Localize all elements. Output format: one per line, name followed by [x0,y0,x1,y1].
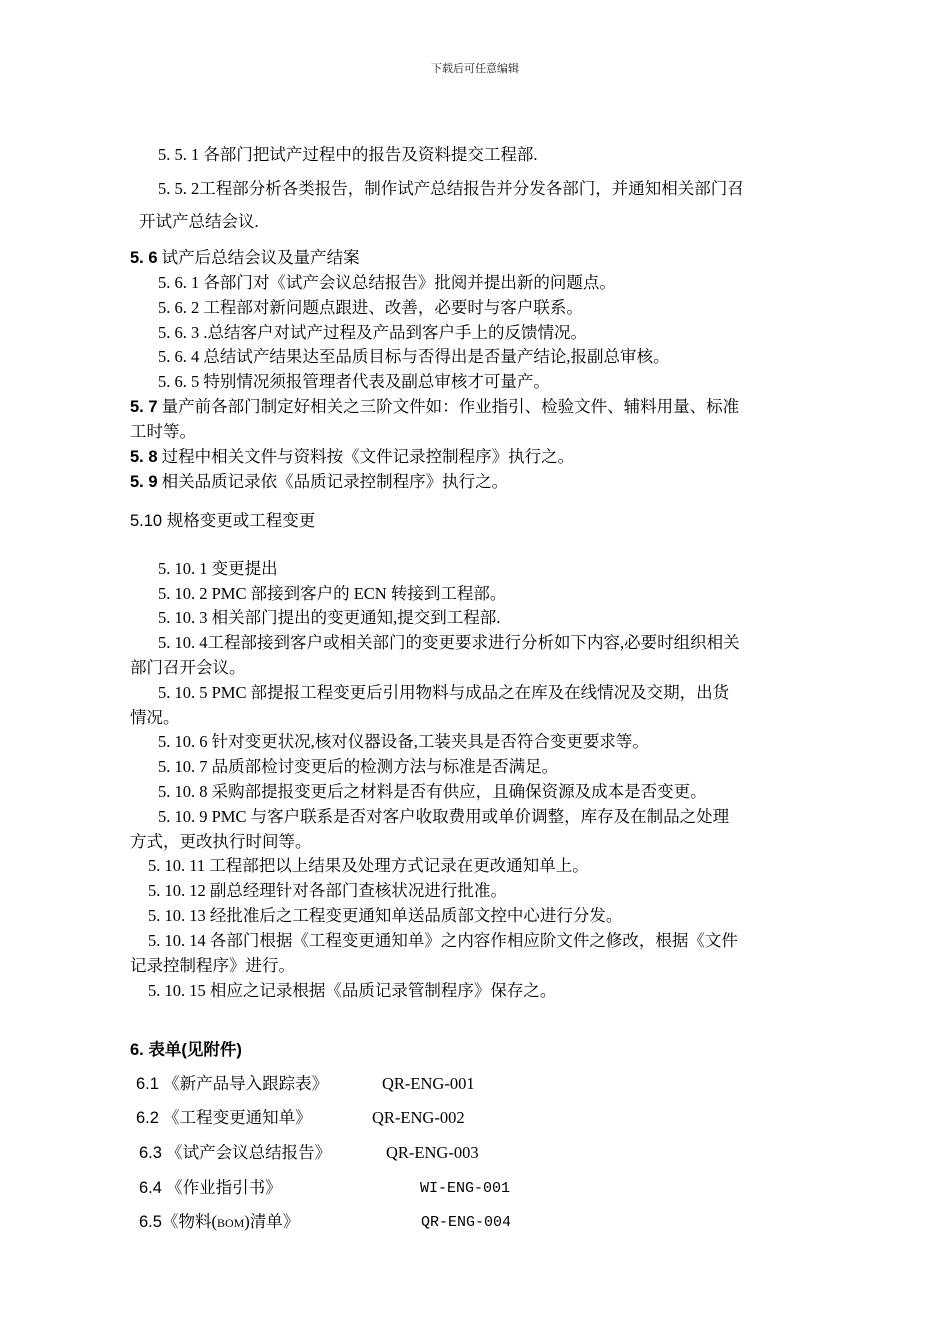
form-number: 6.1 [136,1075,159,1093]
form-name-part: BOM [216,1216,245,1230]
item-5-10-11 [148,858,589,875]
item-5-10-9 [158,809,729,826]
item-number: 5. 10. 1 [158,559,208,578]
section-title: 试产后总结会议及量产结案 [157,248,360,267]
para-number: 5. 5. 1 [158,145,200,164]
item-5-6-2 [158,300,583,317]
section-5-6-heading [130,250,360,267]
form-code: QR-ENG-001 [382,1074,475,1093]
item-number: 5. 10. 4 [158,633,208,652]
item-number: 5. 6. 1 [158,273,200,292]
item-text: 各部门根据《工程变更通知单》之内容作相应阶文件之修改，根据《文件 [205,931,738,950]
item-number: 5. 6. 4 [158,347,200,366]
item-text: PMC 与客户联系是否对客户收取费用或单价调整，库存及在制品之处理 [207,807,730,826]
section-5-8 [130,449,574,466]
item-number: 5. 6. 3 [158,323,200,342]
item-text: 变更提出 [207,559,278,578]
form-name: 《作业指引书》 [161,1178,282,1197]
item-5-10-5-cont: 情况。 [130,708,180,727]
form-row-6-3 [139,1145,331,1162]
item-number: 5. 10. 2 [158,584,208,603]
item-5-10-7 [158,759,558,776]
item-5-6-1 [158,275,616,292]
item-text: 采购部提报变更后之材料是否有供应，且确保资源及成本是否变更。 [207,782,707,801]
section-number: 5. 6 [130,249,158,267]
item-5-10-14 [148,933,738,950]
item-5-10-12 [148,883,507,900]
item-number: 5. 10. 11 [148,856,206,875]
form-number: 6.5 [139,1213,162,1231]
form-code: QR-ENG-002 [372,1108,465,1127]
item-text: 工程部对新问题点跟进、改善，必要时与客户联系。 [199,298,583,317]
item-number: 5. 6. 2 [158,298,200,317]
section-5-7-cont: 工时等。 [130,422,196,441]
form-row-6-5 [139,1214,299,1231]
form-code: WI-ENG-001 [420,1180,511,1197]
form-number: 6.3 [139,1144,162,1162]
para-5-5-2 [158,181,744,198]
item-number: 5. 10. 12 [148,881,206,900]
item-number: 5. 10. 3 [158,608,208,627]
form-number: 6.2 [136,1109,159,1127]
item-5-10-2 [158,586,506,603]
form-code: QR-ENG-004 [421,1214,512,1231]
para-number: 5. 5. 2 [158,179,200,198]
section-text: 过程中相关文件与资料按《文件记录控制程序》执行之。 [157,447,575,466]
para-text: 各部门把试产过程中的报告及资料提交工程部. [199,145,538,164]
item-5-10-14-cont: 记录控制程序》进行。 [130,956,295,975]
item-number: 5. 10. 7 [158,757,208,776]
item-text: .总结客户对试产过程及产品到客户手上的反馈情况。 [199,323,587,342]
section-5-7 [130,399,739,416]
section-number: 5. 8 [130,448,158,466]
section-text: 相关品质记录依《品质记录控制程序》执行之。 [157,472,509,491]
item-number: 5. 10. 8 [158,782,208,801]
form-name: 《新产品导入跟踪表》 [158,1074,329,1093]
page-header: 下载后可任意编辑 [431,62,519,75]
item-5-10-6 [158,734,649,751]
item-text: 相应之记录根据《品质记录管制程序》保存之。 [205,981,557,1000]
para-5-5-2-cont: 开试产总结会议. [139,212,259,231]
form-name-part: )清单》 [244,1212,300,1231]
item-text: 相关部门提出的变更通知,提交到工程部. [207,608,501,627]
item-5-10-4 [158,635,740,652]
form-row-6-4 [139,1180,282,1197]
section-number: 5. 7 [130,398,158,416]
item-text: 特别情况须报管理者代表及副总审核才可量产。 [199,372,550,391]
item-5-10-4-cont: 部门召开会议。 [130,658,246,677]
item-text: 工程部把以上结果及处理方式记录在更改通知单上。 [205,856,589,875]
item-text: 各部门对《试产会议总结报告》批阅并提出新的问题点。 [199,273,616,292]
item-5-10-9-cont: 方式，更改执行时间等。 [130,832,312,851]
section-number: 5. 9 [130,473,158,491]
form-name-part: 《物料( [161,1212,217,1231]
item-5-10-15 [148,983,556,1000]
item-number: 5. 10. 15 [148,981,206,1000]
item-number: 5. 10. 13 [148,906,206,925]
item-number: 5. 6. 5 [158,372,200,391]
section-5-9 [130,474,508,491]
form-name: 《工程变更通知单》 [158,1108,312,1127]
item-5-6-3 [158,325,587,342]
item-number: 5. 10. 5 [158,683,208,702]
item-text: PMC 部提报工程变更后引用物料与成品之在库及在线情况及交期，出货 [207,683,730,702]
section-text: 量产前各部门制定好相关之三阶文件如：作业指引、检验文件、辅料用量、标准 [157,397,740,416]
item-text: 副总经理针对各部门查核状况进行批准。 [205,881,507,900]
section-5-10-heading: 5.10 规格变更或工程变更 [130,512,316,530]
item-text: 品质部检讨变更后的检测方法与标准是否满足。 [207,757,559,776]
item-5-6-4 [158,349,670,366]
item-5-10-13 [148,908,622,925]
item-number: 5. 10. 9 [158,807,208,826]
form-row-6-1 [136,1076,328,1093]
para-text: 工程部分析各类报告，制作试产总结报告并分发各部门，并通知相关部门召 [199,179,744,198]
item-text: 针对变更状况,核对仪器设备,工装夹具是否符合变更要求等。 [207,732,649,751]
item-5-10-1 [158,561,278,578]
form-row-6-2 [136,1110,312,1127]
form-code: QR-ENG-003 [386,1143,479,1162]
item-text: 总结试产结果达至品质目标与否得出是否量产结论,报副总审核。 [199,347,670,366]
item-text: 工程部接到客户或相关部门的变更要求进行分析如下内容,必要时组织相关 [207,633,740,652]
item-5-6-5 [158,374,550,391]
section-6-heading: 6. 表单(见附件) [130,1041,242,1059]
item-text: 经批准后之工程变更通知单送品质部文控中心进行分发。 [205,906,623,925]
item-5-10-3 [158,610,500,627]
form-number: 6.4 [139,1179,162,1197]
para-5-5-1 [158,147,538,164]
item-text: PMC 部接到客户的 ECN 转接到工程部。 [207,584,507,603]
item-number: 5. 10. 6 [158,732,208,751]
item-5-10-8 [158,784,707,801]
item-number: 5. 10. 14 [148,931,206,950]
item-5-10-5 [158,685,729,702]
form-name: 《试产会议总结报告》 [161,1143,332,1162]
